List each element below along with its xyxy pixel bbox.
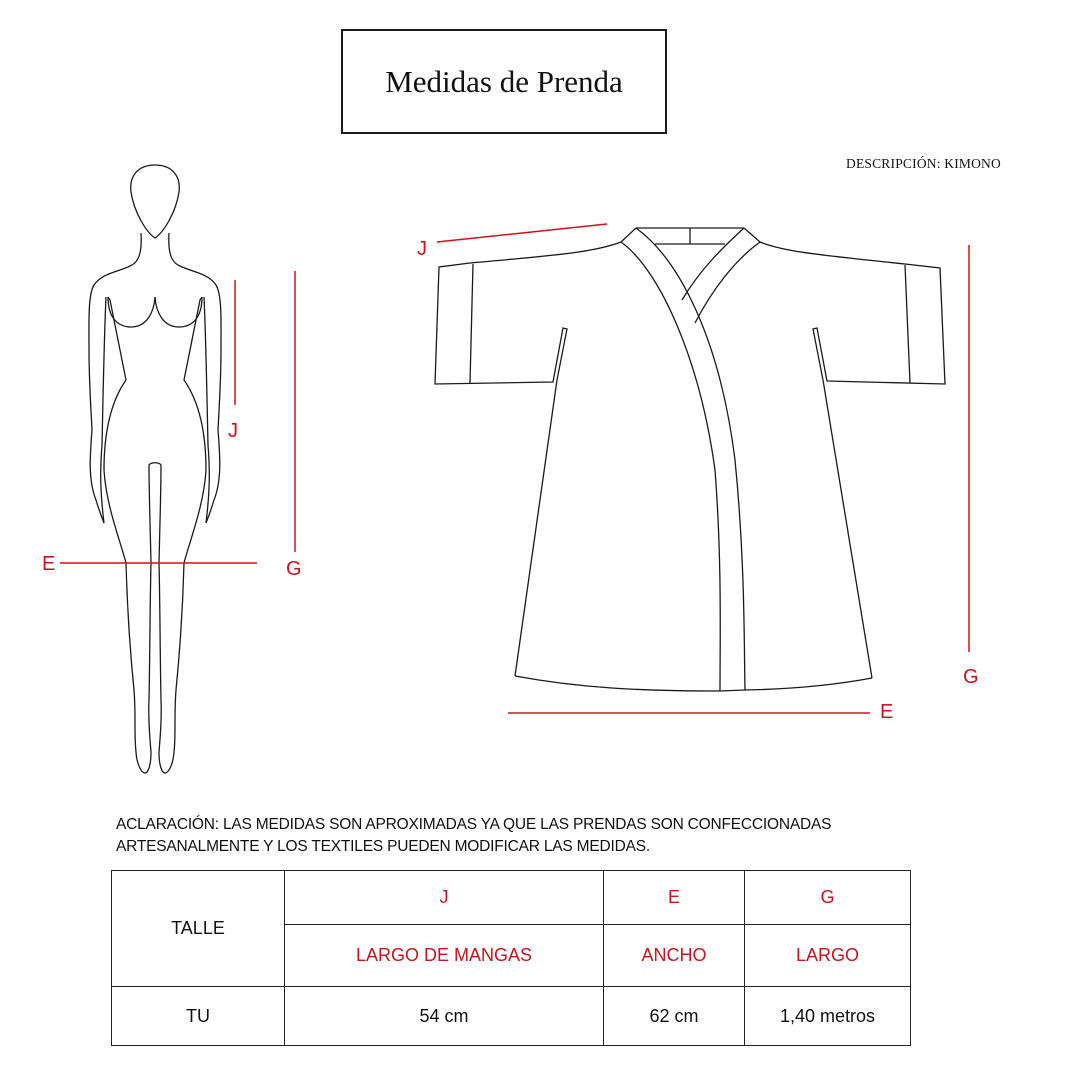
kimono-measure-lines — [437, 224, 969, 713]
disclaimer-note: ACLARACIÓN: LAS MEDIDAS SON APROXIMADAS YA QUE LAS PRENDAS SON CONFECCIONADAS ARTESANALMENTE Y LOS TEXTILES PUEDEN MODIFICAR LAS MEDIDAS. — [116, 816, 832, 855]
col-code-e: E — [604, 871, 745, 925]
body-label-j: J — [228, 420, 238, 442]
body-label-e: E — [42, 553, 56, 575]
col-code-j: J — [285, 871, 604, 925]
kimono-outline — [435, 228, 945, 691]
garment-description: DESCRIPCIÓN: KIMONO — [846, 156, 1001, 171]
row-size: TU — [112, 987, 285, 1046]
col-name-j: LARGO DE MANGAS — [285, 925, 604, 987]
kimono-label-g: G — [963, 666, 979, 688]
size-table — [111, 870, 911, 1046]
body-measure-lines — [60, 271, 295, 563]
body-silhouette — [89, 165, 221, 773]
col-code-g: G — [745, 871, 911, 925]
table-row — [112, 987, 911, 1046]
col-name-g: LARGO — [745, 925, 911, 987]
page-title: Medidas de Prenda — [341, 29, 667, 134]
kimono-label-e: E — [880, 701, 894, 723]
col-name-e: ANCHO — [604, 925, 745, 987]
row-value-e: 62 cm — [604, 987, 745, 1046]
row-value-j: 54 cm — [285, 987, 604, 1046]
row-value-g: 1,40 metros — [745, 987, 911, 1046]
body-label-g: G — [286, 558, 302, 580]
kimono-label-j: J — [417, 238, 427, 260]
size-header: TALLE — [112, 871, 285, 987]
